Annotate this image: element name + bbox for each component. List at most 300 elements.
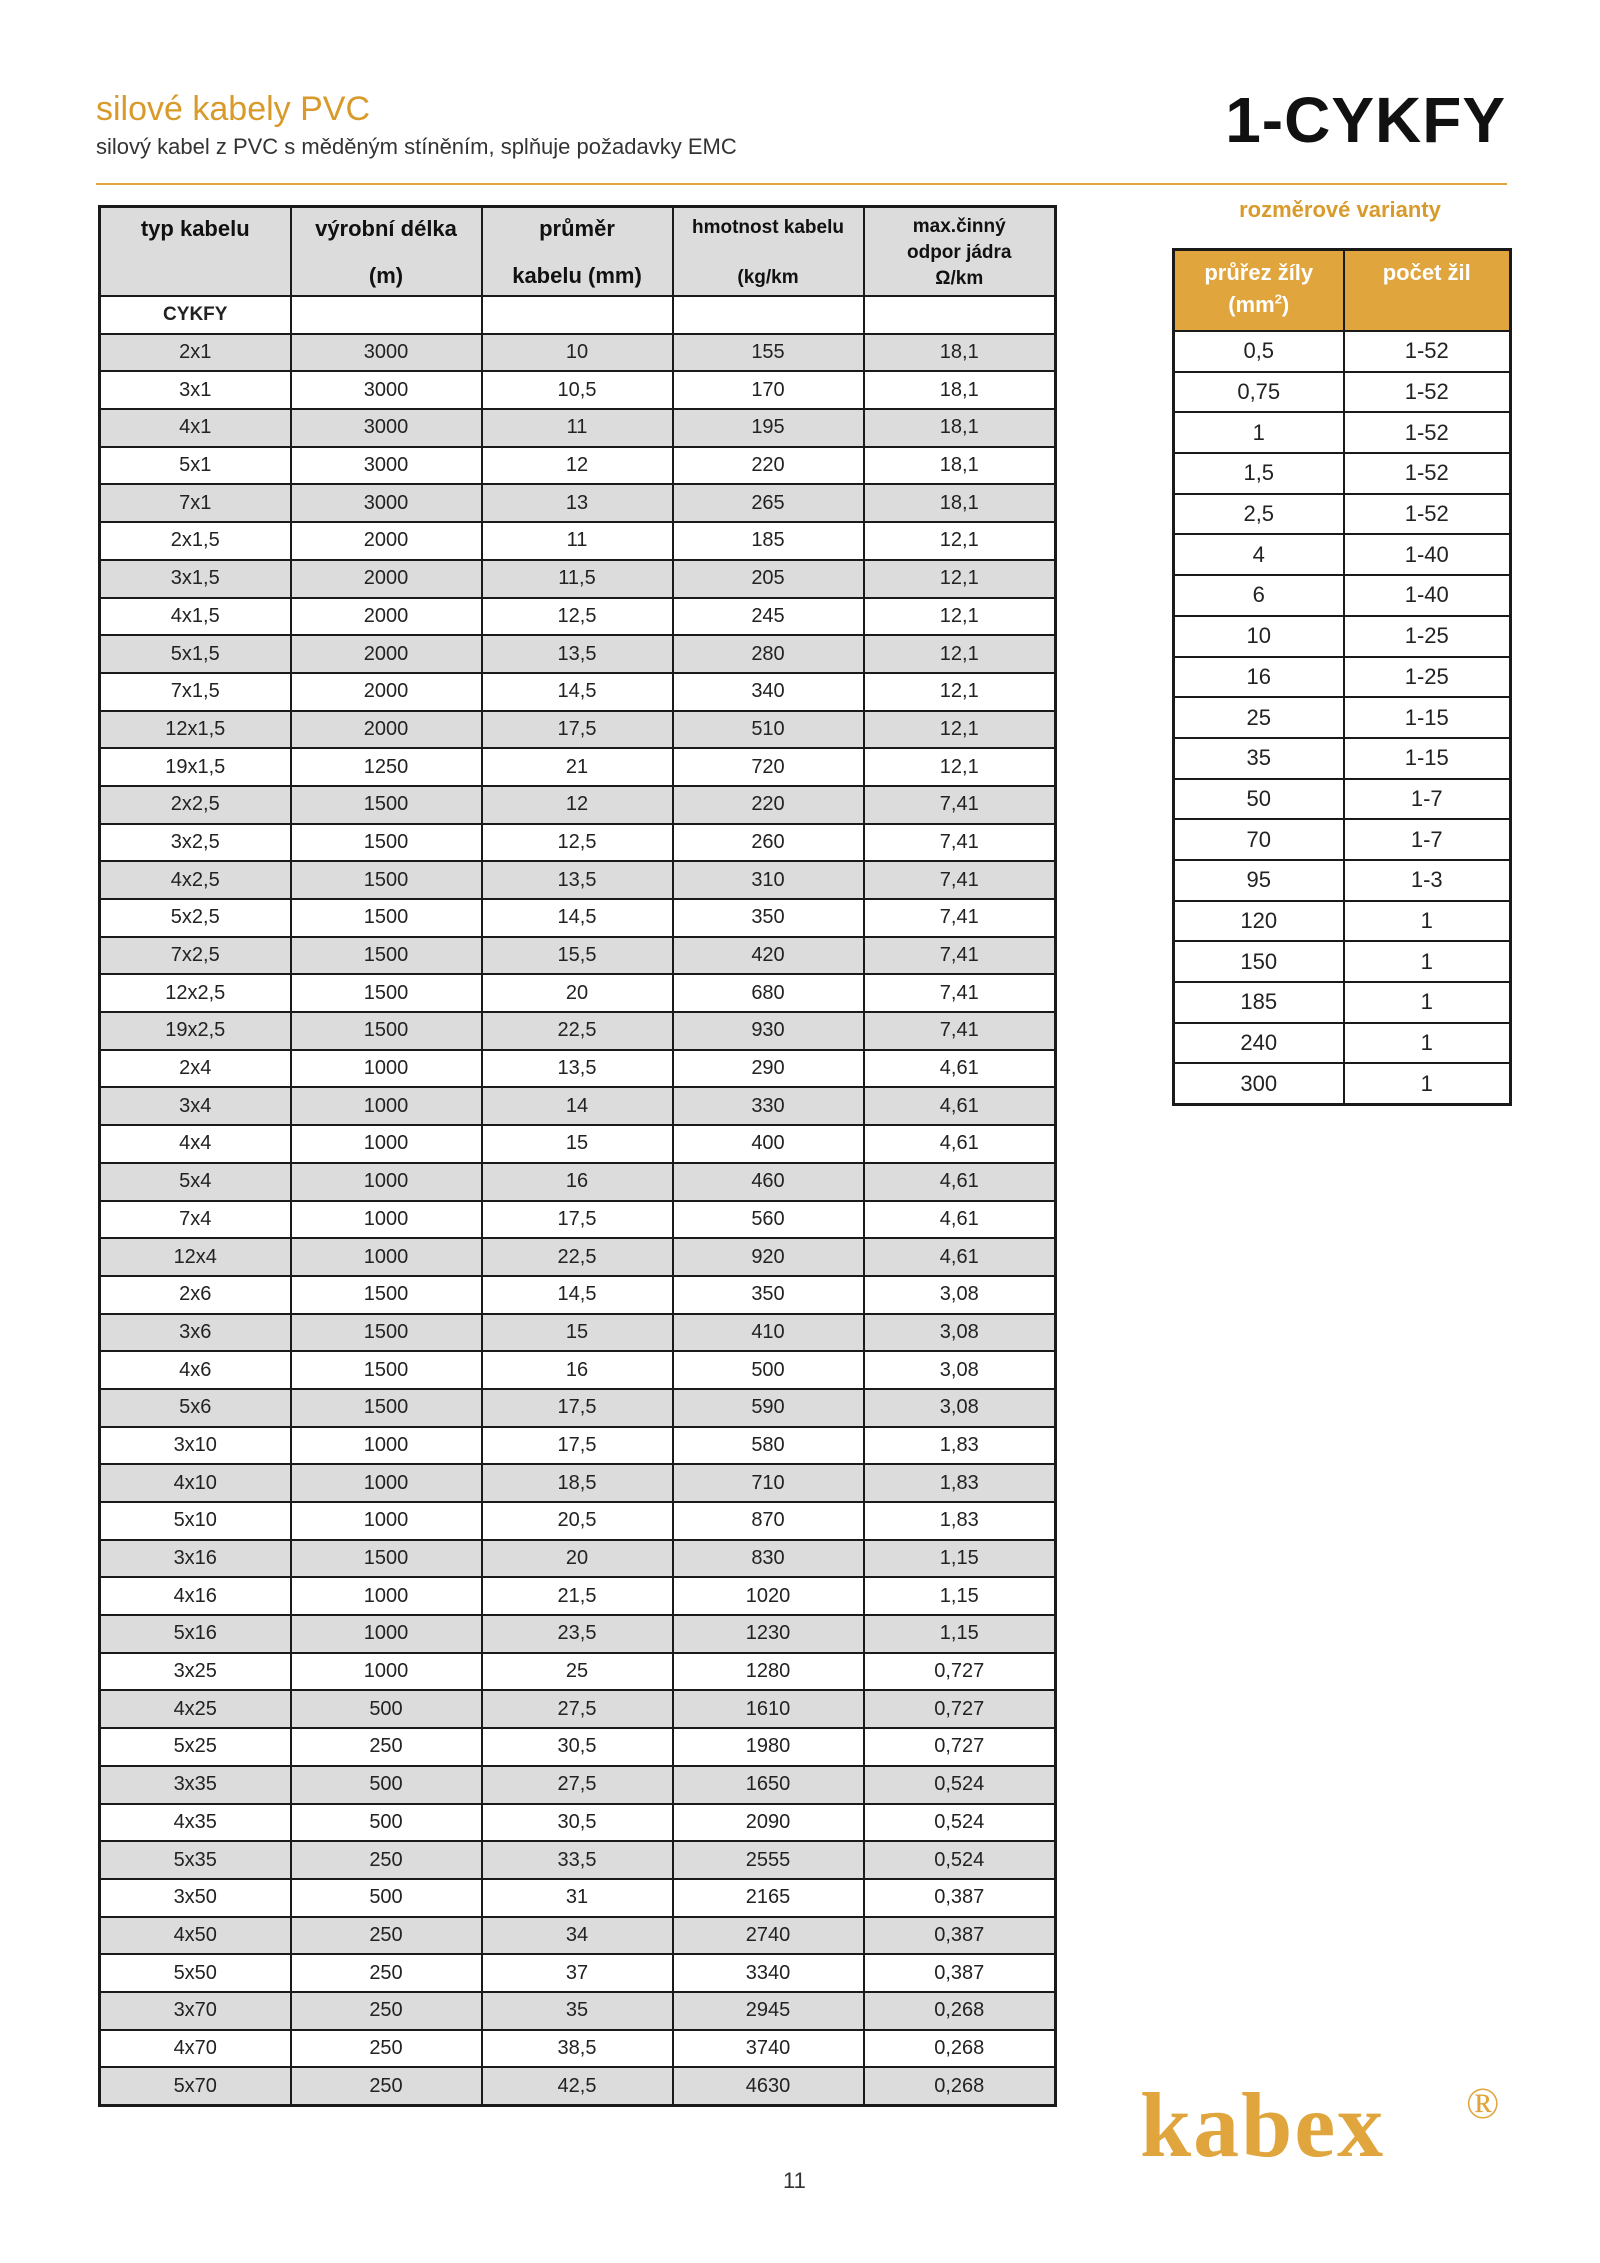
table-cell: 2x6 <box>100 1276 291 1314</box>
variant-row <box>1174 860 1511 901</box>
table-cell: 680 <box>673 974 864 1012</box>
table-row <box>100 560 1056 598</box>
variant-cell: 1-52 <box>1344 372 1511 413</box>
table-cell: 0,727 <box>864 1653 1056 1691</box>
table-cell: 330 <box>673 1087 864 1125</box>
variant-row <box>1174 1023 1511 1064</box>
table-cell: 4x6 <box>100 1351 291 1389</box>
table-row <box>100 522 1056 560</box>
table-cell: 580 <box>673 1427 864 1465</box>
table-row <box>100 1050 1056 1088</box>
table-cell: 310 <box>673 861 864 899</box>
table-cell: 3x35 <box>100 1766 291 1804</box>
group-row <box>100 296 1056 334</box>
table-cell: 410 <box>673 1314 864 1352</box>
variant-row <box>1174 412 1511 453</box>
table-cell: 1230 <box>673 1615 864 1653</box>
table-cell: 4x70 <box>100 2030 291 2068</box>
table-cell: 280 <box>673 635 864 673</box>
table-cell: 18,1 <box>864 447 1056 485</box>
variant-row <box>1174 534 1511 575</box>
table-row <box>100 861 1056 899</box>
table-cell: 4,61 <box>864 1125 1056 1163</box>
table-cell: 1500 <box>291 861 482 899</box>
table-cell: 5x6 <box>100 1389 291 1427</box>
table-cell: 5x2,5 <box>100 899 291 937</box>
table-cell: 2555 <box>673 1841 864 1879</box>
table-cell: 3x50 <box>100 1879 291 1917</box>
table-cell: 20 <box>482 1540 673 1578</box>
table-cell: 14,5 <box>482 899 673 937</box>
variant-cell: 50 <box>1174 779 1344 820</box>
table-cell: 590 <box>673 1389 864 1427</box>
table-cell: 3000 <box>291 447 482 485</box>
col-header-line: typ kabelu <box>140 216 250 241</box>
table-cell: 250 <box>291 1954 482 1992</box>
table-cell: 3x16 <box>100 1540 291 1578</box>
table-cell: 13 <box>482 484 673 522</box>
table-cell: 12x4 <box>100 1238 291 1276</box>
col-header-production-length <box>291 207 482 297</box>
table-cell: 1650 <box>673 1766 864 1804</box>
table-row <box>100 371 1056 409</box>
variant-cell: 0,5 <box>1174 331 1344 372</box>
variant-row <box>1174 697 1511 738</box>
table-row <box>100 673 1056 711</box>
table-cell: 7,41 <box>864 937 1056 975</box>
table-cell: 21,5 <box>482 1577 673 1615</box>
page-number: 11 <box>783 2168 806 2193</box>
table-row <box>100 974 1056 1012</box>
variant-row <box>1174 901 1511 942</box>
table-cell: 27,5 <box>482 1690 673 1728</box>
table-cell: 3x1 <box>100 371 291 409</box>
table-row <box>100 1012 1056 1050</box>
table-cell: 4x1,5 <box>100 598 291 636</box>
variant-row <box>1174 657 1511 698</box>
col-header-resistance <box>864 207 1056 297</box>
table-cell: 10,5 <box>482 371 673 409</box>
table-cell: 2090 <box>673 1804 864 1842</box>
table-cell: 7,41 <box>864 974 1056 1012</box>
table-cell: 155 <box>673 334 864 372</box>
col-header-diameter <box>482 207 673 297</box>
variant-cell: 150 <box>1174 941 1344 982</box>
table-row <box>100 1125 1056 1163</box>
variant-row <box>1174 1063 1511 1104</box>
table-cell: 3000 <box>291 334 482 372</box>
variant-cell: 1-25 <box>1344 657 1511 698</box>
table-cell: 170 <box>673 371 864 409</box>
table-row <box>100 1615 1056 1653</box>
table-cell: 1500 <box>291 899 482 937</box>
table-row <box>100 1766 1056 1804</box>
table-cell: 17,5 <box>482 1389 673 1427</box>
table-cell: 205 <box>673 560 864 598</box>
table-cell: 1000 <box>291 1577 482 1615</box>
table-cell: 5x35 <box>100 1841 291 1879</box>
col-header-line-part: max.činný <box>912 216 1006 237</box>
table-row <box>100 1314 1056 1352</box>
table-cell: 12,1 <box>864 522 1056 560</box>
table-cell: 510 <box>673 711 864 749</box>
table-cell: 31 <box>482 1879 673 1917</box>
table-row <box>100 899 1056 937</box>
variant-row <box>1174 453 1511 494</box>
table-cell: 16 <box>482 1351 673 1389</box>
table-cell: 5x70 <box>100 2067 291 2105</box>
table-cell: 185 <box>673 522 864 560</box>
table-row <box>100 786 1056 824</box>
table-cell: 1000 <box>291 1427 482 1465</box>
table-cell: 2x1 <box>100 334 291 372</box>
table-cell: 265 <box>673 484 864 522</box>
table-cell: 500 <box>673 1351 864 1389</box>
table-row <box>100 2067 1056 2105</box>
table-cell: 4,61 <box>864 1050 1056 1088</box>
table-cell: 1,83 <box>864 1502 1056 1540</box>
table-cell: 4,61 <box>864 1163 1056 1201</box>
variant-row <box>1174 331 1511 372</box>
table-cell: 0,524 <box>864 1841 1056 1879</box>
table-cell: 17,5 <box>482 1427 673 1465</box>
table-cell: 37 <box>482 1954 673 1992</box>
table-cell: 2000 <box>291 560 482 598</box>
col-header-line: výrobní délka <box>315 216 457 241</box>
table-cell: 290 <box>673 1050 864 1088</box>
table-cell: 3,08 <box>864 1351 1056 1389</box>
table-row <box>100 1653 1056 1691</box>
table-cell: 1,15 <box>864 1577 1056 1615</box>
table-cell: 5x50 <box>100 1954 291 1992</box>
table-cell: 13,5 <box>482 635 673 673</box>
table-row <box>100 1690 1056 1728</box>
table-header-row <box>100 207 1056 297</box>
table-cell: 12,1 <box>864 635 1056 673</box>
table-cell <box>673 296 864 334</box>
table-row <box>100 1238 1056 1276</box>
table-cell: 16 <box>482 1163 673 1201</box>
table-cell: 4x35 <box>100 1804 291 1842</box>
table-cell: 23,5 <box>482 1615 673 1653</box>
table-cell: 1500 <box>291 1276 482 1314</box>
table-cell: 1500 <box>291 974 482 1012</box>
table-cell: 3000 <box>291 371 482 409</box>
table-cell: 0,268 <box>864 1992 1056 2030</box>
variant-cell: 1,5 <box>1174 453 1344 494</box>
table-cell: 12,5 <box>482 598 673 636</box>
unit-superscript: 2 <box>1274 292 1282 307</box>
table-cell <box>864 296 1056 334</box>
table-cell: 400 <box>673 1125 864 1163</box>
table-row <box>100 1954 1056 1992</box>
col-header-cross-section <box>1174 250 1344 332</box>
table-cell: 1020 <box>673 1577 864 1615</box>
table-cell <box>482 296 673 334</box>
table-cell: 13,5 <box>482 1050 673 1088</box>
col-header-line-part: Ω/km <box>935 268 984 289</box>
table-cell: 12 <box>482 786 673 824</box>
table-row <box>100 1464 1056 1502</box>
table-cell: 350 <box>673 1276 864 1314</box>
table-cell: 0,727 <box>864 1728 1056 1766</box>
table-cell: 220 <box>673 786 864 824</box>
variant-cell: 25 <box>1174 697 1344 738</box>
table-cell: 0,524 <box>864 1766 1056 1804</box>
table-cell: 3x2,5 <box>100 824 291 862</box>
table-row <box>100 2030 1056 2068</box>
table-cell: 3000 <box>291 409 482 447</box>
table-row <box>100 1389 1056 1427</box>
cable-spec-table <box>98 205 1057 2107</box>
table-cell: 340 <box>673 673 864 711</box>
table-cell: 35 <box>482 1992 673 2030</box>
table-cell: 1280 <box>673 1653 864 1691</box>
variant-cell: 300 <box>1174 1063 1344 1104</box>
table-cell: 4x1 <box>100 409 291 447</box>
table-row <box>100 1728 1056 1766</box>
table-cell: 2945 <box>673 1992 864 2030</box>
variant-row <box>1174 982 1511 1023</box>
table-cell: 500 <box>291 1766 482 1804</box>
variant-cell: 1 <box>1344 901 1511 942</box>
product-code: 1-CYKFY <box>1225 84 1506 156</box>
table-cell: 7,41 <box>864 786 1056 824</box>
variant-cell: 2,5 <box>1174 494 1344 535</box>
variant-cell: 240 <box>1174 1023 1344 1064</box>
table-cell: 2740 <box>673 1917 864 1955</box>
table-row <box>100 447 1056 485</box>
table-cell: 20 <box>482 974 673 1012</box>
table-cell: 10 <box>482 334 673 372</box>
unit-text: (mm <box>1228 292 1275 318</box>
table-cell: 3,08 <box>864 1314 1056 1352</box>
table-cell: 3x25 <box>100 1653 291 1691</box>
table-cell: 250 <box>291 2030 482 2068</box>
table-cell: 1,83 <box>864 1427 1056 1465</box>
table-cell: 18,1 <box>864 334 1056 372</box>
variant-cell: 0,75 <box>1174 372 1344 413</box>
table-cell: 33,5 <box>482 1841 673 1879</box>
variant-row <box>1174 779 1511 820</box>
table-row <box>100 1879 1056 1917</box>
variant-cell: 1-40 <box>1344 575 1511 616</box>
table-cell: 14,5 <box>482 673 673 711</box>
table-row <box>100 748 1056 786</box>
table-cell: 2000 <box>291 673 482 711</box>
table-cell: 12,5 <box>482 824 673 862</box>
col-header-unit: kabelu (mm) <box>512 263 642 288</box>
table-row <box>100 1992 1056 2030</box>
table-cell: 19x2,5 <box>100 1012 291 1050</box>
table-cell: 27,5 <box>482 1766 673 1804</box>
section-subtitle: silový kabel z PVC s měděným stíněním, splňuje požadavky EMC <box>96 134 737 159</box>
table-cell: 220 <box>673 447 864 485</box>
table-cell: 5x4 <box>100 1163 291 1201</box>
variants-header-row <box>1174 250 1511 332</box>
table-cell: 250 <box>291 1992 482 2030</box>
table-cell: 1610 <box>673 1690 864 1728</box>
table-cell: 14,5 <box>482 1276 673 1314</box>
table-cell: 710 <box>673 1464 864 1502</box>
table-row <box>100 1540 1056 1578</box>
col-header-line: hmotnost kabelu <box>691 217 844 238</box>
table-row <box>100 484 1056 522</box>
table-row <box>100 1276 1056 1314</box>
table-cell: 250 <box>291 1841 482 1879</box>
table-cell: 7,41 <box>864 899 1056 937</box>
table-cell: 15 <box>482 1314 673 1352</box>
table-row <box>100 824 1056 862</box>
table-cell: 1000 <box>291 1201 482 1239</box>
table-row <box>100 1163 1056 1201</box>
table-cell: 0,727 <box>864 1690 1056 1728</box>
table-row <box>100 1087 1056 1125</box>
table-cell: 11 <box>482 409 673 447</box>
table-row <box>100 1804 1056 1842</box>
col-header-unit: (kg/km <box>737 267 799 288</box>
table-cell: 1250 <box>291 748 482 786</box>
table-cell: 460 <box>673 1163 864 1201</box>
table-cell: 12x1,5 <box>100 711 291 749</box>
table-cell: 500 <box>291 1879 482 1917</box>
table-cell: 560 <box>673 1201 864 1239</box>
kabex-logo <box>1140 2072 1520 2172</box>
table-cell: 5x10 <box>100 1502 291 1540</box>
table-cell: 1500 <box>291 937 482 975</box>
table-cell: 7,41 <box>864 1012 1056 1050</box>
svg-text:kabex: kabex <box>1140 2074 1386 2172</box>
table-cell: 420 <box>673 937 864 975</box>
table-row <box>100 711 1056 749</box>
table-row <box>100 1427 1056 1465</box>
variant-cell: 95 <box>1174 860 1344 901</box>
variant-cell: 1-52 <box>1344 412 1511 453</box>
variant-cell: 1 <box>1344 982 1511 1023</box>
table-row <box>100 598 1056 636</box>
table-cell: 0,387 <box>864 1954 1056 1992</box>
table-cell: 11 <box>482 522 673 560</box>
table-cell: 2x4 <box>100 1050 291 1088</box>
table-cell: 1500 <box>291 1540 482 1578</box>
table-cell: 4x25 <box>100 1690 291 1728</box>
table-cell: 12 <box>482 447 673 485</box>
table-cell: 7x1,5 <box>100 673 291 711</box>
table-cell: 1000 <box>291 1050 482 1088</box>
variant-cell: 1-7 <box>1344 819 1511 860</box>
variant-row <box>1174 941 1511 982</box>
table-cell: 2000 <box>291 635 482 673</box>
table-cell: 870 <box>673 1502 864 1540</box>
table-cell: 3,08 <box>864 1389 1056 1427</box>
variant-cell: 1-52 <box>1344 494 1511 535</box>
col-header-core-count: počet žil <box>1344 250 1511 332</box>
table-cell: 3x10 <box>100 1427 291 1465</box>
variant-cell: 185 <box>1174 982 1344 1023</box>
variant-cell: 6 <box>1174 575 1344 616</box>
table-cell: 17,5 <box>482 1201 673 1239</box>
table-cell: 7x1 <box>100 484 291 522</box>
table-cell: 14 <box>482 1087 673 1125</box>
table-cell: 12,1 <box>864 598 1056 636</box>
table-cell: 3x1,5 <box>100 560 291 598</box>
table-cell: 1,15 <box>864 1615 1056 1653</box>
variant-cell: 10 <box>1174 616 1344 657</box>
table-cell: 18,1 <box>864 484 1056 522</box>
table-cell: 1000 <box>291 1653 482 1691</box>
table-cell: 1000 <box>291 1464 482 1502</box>
cross-section-unit <box>1228 292 1289 317</box>
variant-cell: 16 <box>1174 657 1344 698</box>
group-label: CYKFY <box>100 296 291 334</box>
table-cell: 1500 <box>291 1012 482 1050</box>
table-cell: 1500 <box>291 1351 482 1389</box>
table-cell: 12x2,5 <box>100 974 291 1012</box>
col-header-line: průměr <box>539 216 615 241</box>
table-row <box>100 1917 1056 1955</box>
table-cell: 3x4 <box>100 1087 291 1125</box>
table-row <box>100 334 1056 372</box>
table-cell: 920 <box>673 1238 864 1276</box>
table-cell: 25 <box>482 1653 673 1691</box>
table-cell: 500 <box>291 1804 482 1842</box>
variant-cell: 1 <box>1344 1023 1511 1064</box>
table-cell: 4x10 <box>100 1464 291 1502</box>
table-cell: 3740 <box>673 2030 864 2068</box>
col-header-weight <box>673 207 864 297</box>
table-cell: 1000 <box>291 1087 482 1125</box>
table-cell: 12,1 <box>864 711 1056 749</box>
table-cell: 7,41 <box>864 861 1056 899</box>
table-cell: 0,268 <box>864 2067 1056 2105</box>
table-cell: 3340 <box>673 1954 864 1992</box>
variant-cell: 1-52 <box>1344 331 1511 372</box>
table-cell: 195 <box>673 409 864 447</box>
table-cell: 2000 <box>291 522 482 560</box>
table-cell: 34 <box>482 1917 673 1955</box>
header-divider <box>96 183 1507 185</box>
table-cell: 2165 <box>673 1879 864 1917</box>
table-cell: 4x50 <box>100 1917 291 1955</box>
table-cell: 3x70 <box>100 1992 291 2030</box>
table-cell: 5x1,5 <box>100 635 291 673</box>
table-cell: 720 <box>673 748 864 786</box>
variant-row <box>1174 494 1511 535</box>
table-cell: 7x2,5 <box>100 937 291 975</box>
table-cell: 12,1 <box>864 560 1056 598</box>
table-cell: 30,5 <box>482 1804 673 1842</box>
variant-cell: 1-15 <box>1344 738 1511 779</box>
table-cell: 1000 <box>291 1502 482 1540</box>
table-cell: 18,1 <box>864 409 1056 447</box>
table-cell: 5x16 <box>100 1615 291 1653</box>
section-title: silové kabely PVC <box>96 90 371 128</box>
variant-cell: 1-7 <box>1344 779 1511 820</box>
table-cell: 260 <box>673 824 864 862</box>
table-cell: 500 <box>291 1690 482 1728</box>
variant-cell: 120 <box>1174 901 1344 942</box>
variant-cell: 1-25 <box>1344 616 1511 657</box>
table-cell: 4,61 <box>864 1238 1056 1276</box>
variant-cell: 1 <box>1344 1063 1511 1104</box>
table-row <box>100 1502 1056 1540</box>
col-header-cable-type <box>100 207 291 297</box>
table-cell: 15 <box>482 1125 673 1163</box>
table-cell: 7x4 <box>100 1201 291 1239</box>
table-row <box>100 1577 1056 1615</box>
table-cell: 1,15 <box>864 1540 1056 1578</box>
table-cell: 4x4 <box>100 1125 291 1163</box>
